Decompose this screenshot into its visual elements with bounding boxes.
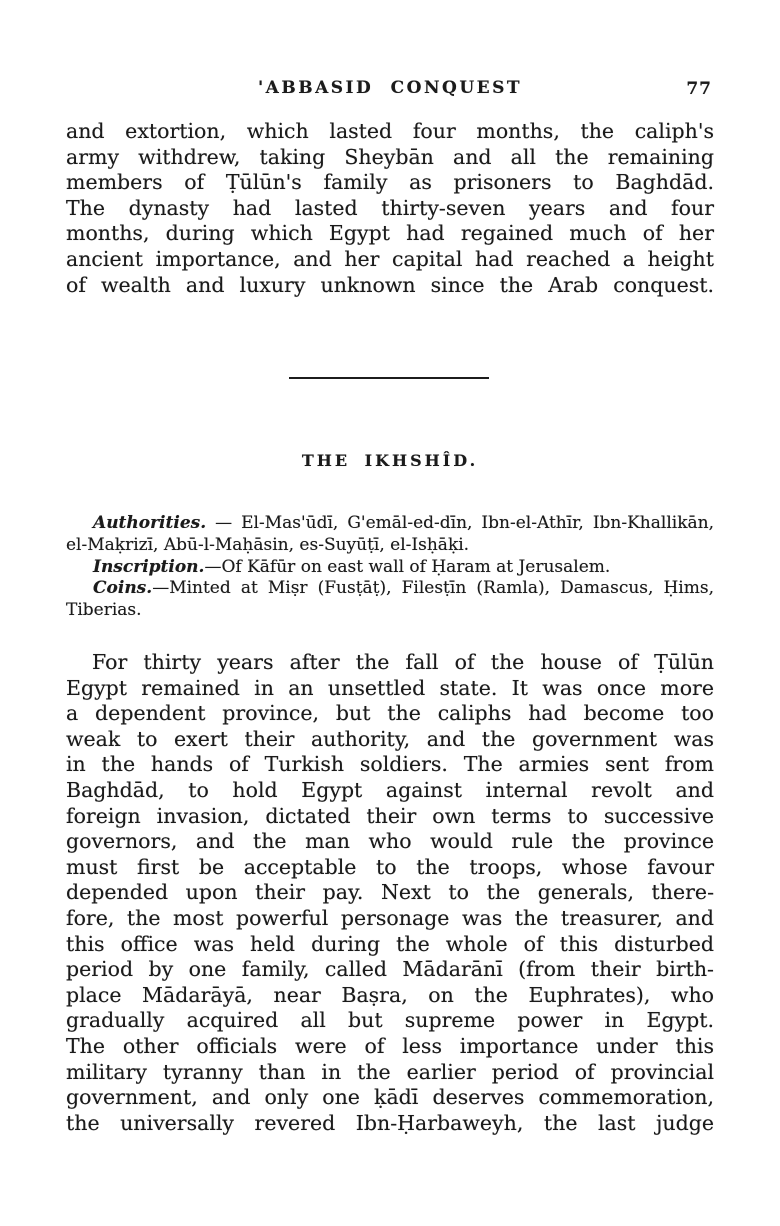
running-title: 'ABBASID CONQUEST <box>257 78 523 98</box>
reference-entry <box>66 578 714 622</box>
text-line: government, and only one ḳādī deserves commemoration, <box>66 1085 714 1110</box>
reference-text: —Of Kāfūr on east wall of Ḥaram at Jerusalem. <box>204 556 611 577</box>
page-header <box>66 78 714 102</box>
reference-label: Inscription. <box>93 556 205 577</box>
text-line: months, during which Egypt had regained much of her <box>66 221 714 246</box>
text-line: army withdrew, taking Sheybān and all the remaining <box>66 144 714 169</box>
reference-entry <box>66 557 714 579</box>
reference-label: Authorities. <box>93 513 207 533</box>
reference-text: — El-Mas'ūdī, G'emāl-ed-dīn, Ibn-el-Athīr, Ibn-Khallikān, el-Maḳrizī, Abū-l-Maḥāsin, es-Suyūṭī, el-Isḥāḳi. <box>66 513 714 555</box>
text-line: of wealth and luxury unknown since the Arab conquest. <box>66 272 714 297</box>
section-heading: THE IKHSHÎD. <box>301 451 479 470</box>
text-line: governors, and the man who would rule the province <box>66 829 714 854</box>
section-divider-rule <box>289 377 489 379</box>
text-line: this office was held during the whole of this disturbed <box>66 931 714 956</box>
text-line: weak to exert their authority, and the government was <box>66 726 714 751</box>
text-line: must first be acceptable to the troops, whose favour <box>66 854 714 879</box>
text-line: military tyranny than in the earlier period of provincial <box>66 1059 714 1084</box>
opening-paragraph <box>66 119 714 298</box>
reference-entry <box>66 513 714 557</box>
bibliographic-notes <box>66 513 714 622</box>
text-line: For thirty years after the fall of the house of Ṭūlūn <box>92 650 714 674</box>
text-line: period by one family, called Mādarānī (from their birth- <box>66 957 714 982</box>
text-line: the universally revered Ibn-Ḥarbaweyh, the last judge <box>66 1110 714 1135</box>
text-line: ancient importance, and her capital had reached a height <box>66 246 714 271</box>
text-line: a dependent province, but the caliphs had become too <box>66 701 714 726</box>
text-line: gradually acquired all but supreme power in Egypt. <box>66 1008 714 1033</box>
text-line: Baghdād, to hold Egypt against internal revolt and <box>66 777 714 802</box>
text-line: place Mādarāyā, near Baṣra, on the Euphrates), who <box>66 982 714 1007</box>
text-line: foreign invasion, dictated their own terms to successive <box>66 803 714 828</box>
text-line: The dynasty had lasted thirty-seven years and four <box>66 195 714 220</box>
reference-label: Coins. <box>93 578 153 599</box>
page-number: 77 <box>686 79 712 99</box>
text-line: in the hands of Turkish soldiers. The armies sent from <box>66 752 714 777</box>
main-paragraph <box>66 650 714 1136</box>
text-line: and extortion, which lasted four months, the caliph's <box>66 119 714 143</box>
text-line: fore, the most powerful personage was the treasurer, and <box>66 905 714 930</box>
text-line: depended upon their pay. Next to the generals, there- <box>66 880 714 905</box>
text-line: members of Ṭūlūn's family as prisoners to Baghdād. <box>66 170 714 195</box>
text-line: The other officials were of less importance under this <box>66 1033 714 1058</box>
text-line: Egypt remained in an unsettled state. It was once more <box>66 675 714 700</box>
reference-text: —Minted at Miṣr (Fusṭāṭ), Filesṭīn (Ramla), Damascus, Ḥims, Tiberias. <box>66 578 714 621</box>
